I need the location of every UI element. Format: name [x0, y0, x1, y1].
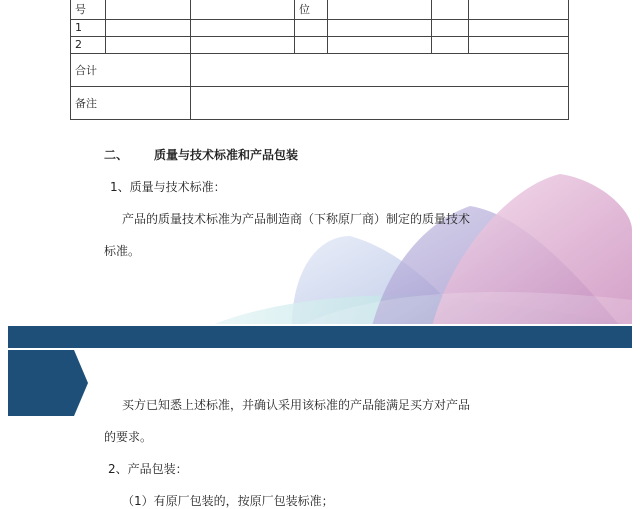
row-number-cell: 1	[71, 20, 106, 37]
product-table	[70, 0, 569, 120]
blue-arrow-tab	[8, 350, 88, 416]
header-cell-2	[106, 0, 191, 20]
header-cell-unit: 位	[295, 0, 328, 20]
buyer-paragraph-line1: 买方已知悉上述标准，并确认采用该标准的产品能满足买方对产品	[122, 398, 471, 412]
item1-label: 1、质量与技术标准：	[110, 180, 226, 194]
header-cell-7	[469, 0, 569, 20]
table-row	[71, 37, 569, 54]
header-cell-6	[432, 0, 469, 20]
item2-sub1: （1）有原厂包装的，按原厂包装标准；	[122, 494, 334, 508]
item2-label: 2、产品包装：	[108, 462, 188, 476]
header-cell-no: 号	[71, 0, 106, 20]
buyer-paragraph-line2: 的要求。	[104, 430, 153, 444]
product-table-grid	[70, 0, 569, 120]
remarks-label: 备注	[71, 87, 191, 120]
header-cell-3	[191, 0, 295, 20]
total-value-cell	[191, 54, 569, 87]
item1-paragraph-line1: 产品的质量技术标准为产品制造商（下称原厂商）制定的质量技术	[122, 212, 471, 226]
table-total-row	[71, 54, 569, 87]
header-cell-5	[328, 0, 432, 20]
blue-banner	[8, 326, 632, 348]
table-header-row	[71, 0, 569, 20]
section-heading	[104, 146, 298, 163]
remarks-value-cell	[191, 87, 569, 120]
total-label: 合计	[71, 54, 191, 87]
row-number-cell: 2	[71, 37, 106, 54]
table-remarks-row	[71, 87, 569, 120]
section-number: 二、	[104, 148, 129, 162]
table-row	[71, 20, 569, 37]
section-title: 质量与技术标准和产品包装	[154, 148, 299, 162]
item1-paragraph-line2: 标准。	[104, 244, 141, 258]
